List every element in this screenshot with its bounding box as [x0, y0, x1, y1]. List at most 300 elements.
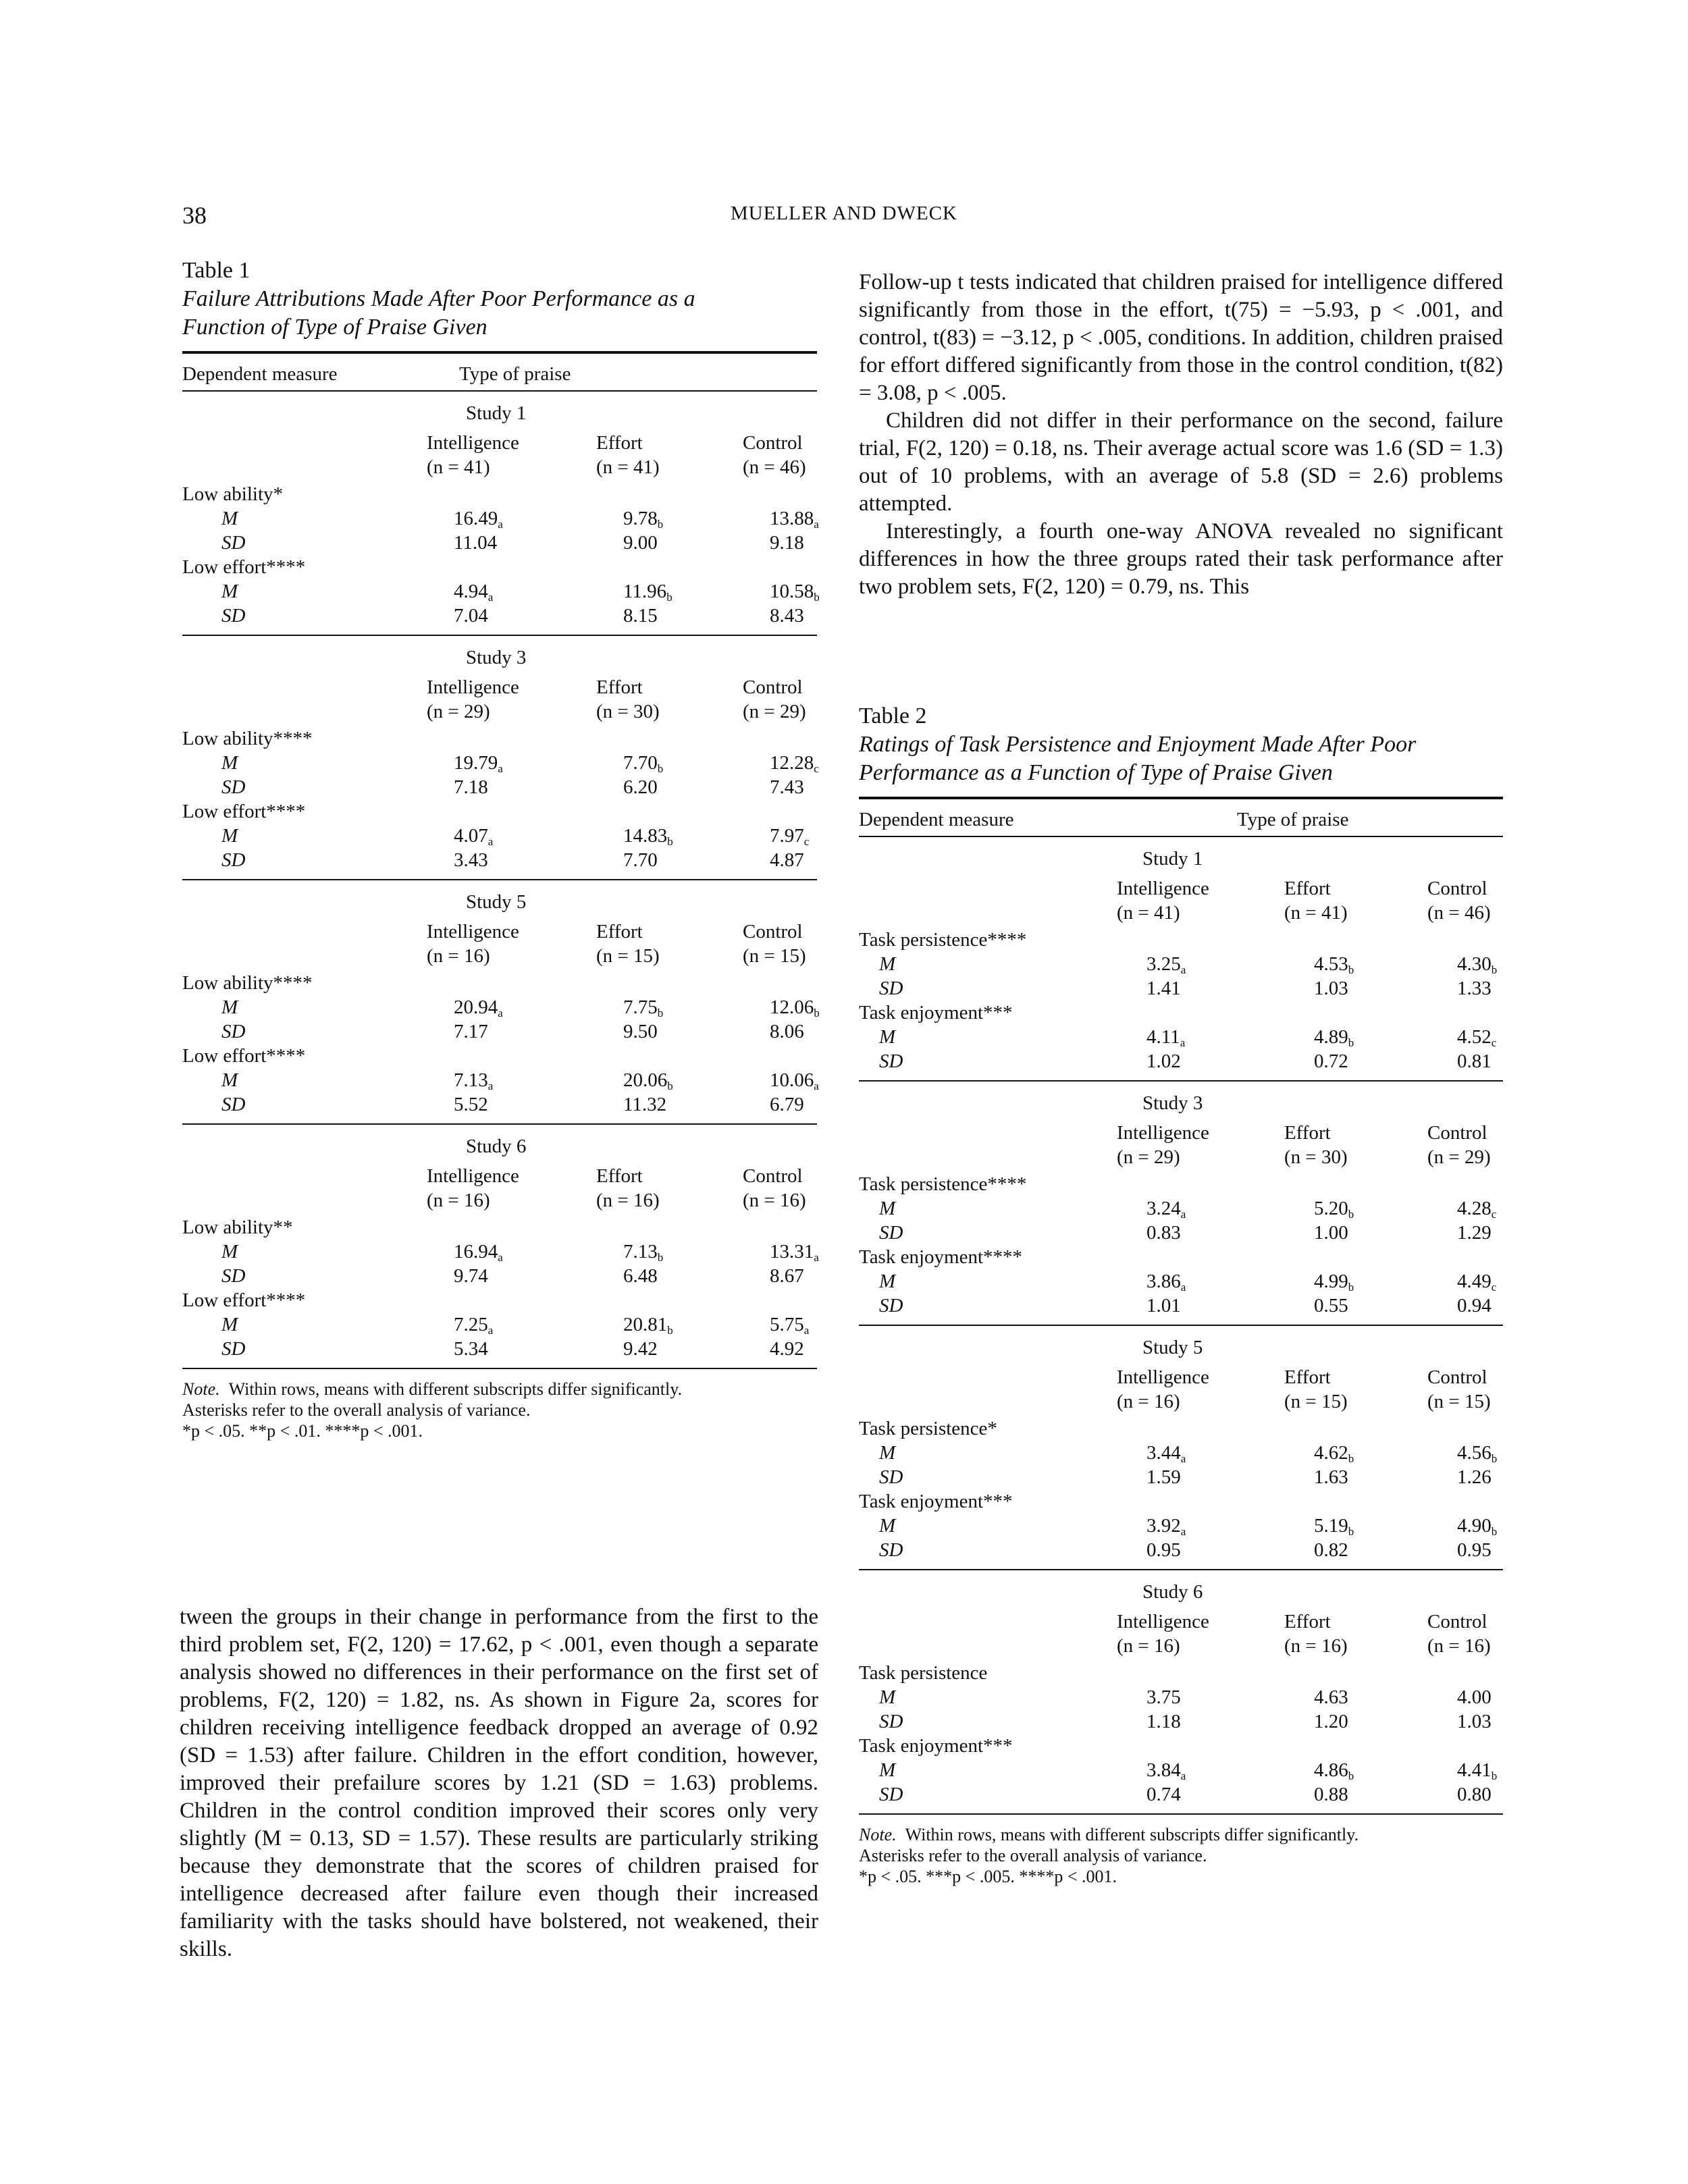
stat-label: M	[879, 953, 896, 975]
table-cell	[454, 1337, 488, 1361]
cell-value: 12.06	[770, 996, 814, 1018]
cell-value: 8.43	[770, 605, 804, 627]
group-header	[1117, 1609, 1209, 1658]
group-header	[743, 675, 806, 724]
cell-subscript: b	[1348, 1281, 1354, 1294]
cell-value: 3.24	[1146, 1198, 1181, 1219]
cell-subscript: c	[1491, 1208, 1497, 1221]
table-row	[182, 1068, 817, 1092]
table-cell	[1457, 1049, 1492, 1073]
study-title: Study 3	[466, 647, 527, 668]
cell-subscript: b	[1348, 1208, 1354, 1221]
table-cell	[454, 1264, 488, 1288]
cell-value: 3.44	[1146, 1442, 1181, 1464]
note-label: Note.	[182, 1379, 220, 1399]
table-cell	[1146, 1221, 1181, 1245]
cell-value: 20.06	[623, 1069, 668, 1091]
stat-label: M	[221, 581, 238, 602]
table-cell	[623, 848, 658, 872]
group-header	[427, 920, 519, 968]
group-header-row	[859, 1609, 1503, 1661]
measure-row	[182, 726, 817, 751]
cell-value: 3.86	[1146, 1271, 1181, 1292]
note-text: Within rows, means with different subscripts differ significantly.	[905, 1825, 1359, 1844]
note-significance: *p < .05. ***p < .005. ****p < .001.	[859, 1867, 1117, 1886]
group-n: (n = 15)	[1284, 1391, 1348, 1412]
cell-subscript: b	[657, 1251, 664, 1264]
study-spacer	[859, 1562, 1503, 1569]
measure-row	[859, 1661, 1503, 1685]
group-name: Control	[743, 921, 803, 942]
table-cell	[1146, 1025, 1185, 1049]
stat-label: SD	[879, 978, 903, 999]
table-row	[182, 775, 817, 799]
table-cell	[770, 1068, 819, 1092]
group-name: Control	[743, 432, 803, 454]
cell-value: 16.94	[454, 1241, 498, 1262]
table-cell	[1457, 952, 1497, 976]
cell-value: 7.17	[454, 1021, 488, 1042]
cell-value: 9.74	[454, 1265, 488, 1287]
cell-value: 8.15	[623, 605, 658, 627]
table-row	[859, 1196, 1503, 1221]
cell-value: 16.49	[454, 508, 498, 529]
study-title: Study 1	[466, 402, 527, 424]
group-header	[1427, 1121, 1491, 1169]
table-2	[859, 702, 1503, 1887]
cell-value: 4.11	[1146, 1026, 1180, 1048]
measure-label: Task enjoyment***	[859, 1002, 1013, 1023]
cell-value: 1.29	[1457, 1222, 1492, 1244]
table-header-row	[859, 799, 1503, 837]
cell-value: 3.75	[1146, 1686, 1181, 1708]
cell-value: 5.34	[454, 1338, 488, 1360]
table-cell	[454, 531, 497, 555]
study-block	[182, 1123, 817, 1368]
table-cell	[454, 579, 493, 604]
table-cell	[1146, 1758, 1186, 1782]
table-cell	[454, 751, 503, 775]
stat-label: M	[221, 508, 238, 529]
cell-value: 1.18	[1146, 1711, 1181, 1732]
group-name: Effort	[596, 1165, 643, 1187]
group-header	[427, 1164, 519, 1213]
study-block	[859, 1325, 1503, 1569]
cell-subscript: a	[1180, 1452, 1186, 1465]
table-row	[182, 848, 817, 872]
cell-subscript: b	[1348, 1525, 1354, 1538]
group-name: Intelligence	[1117, 1366, 1209, 1388]
group-name: Effort	[596, 432, 643, 454]
column-header-type-of-praise: Type of praise	[1237, 809, 1349, 830]
study-spacer	[859, 1318, 1503, 1325]
table-cell	[770, 1337, 804, 1361]
table-cell	[623, 1019, 658, 1044]
group-name: Intelligence	[427, 921, 519, 942]
study-spacer	[859, 1807, 1503, 1813]
study-block	[859, 1569, 1503, 1813]
cell-subscript: c	[1491, 1281, 1497, 1294]
group-name: Intelligence	[1117, 1611, 1209, 1632]
stat-label: SD	[879, 1466, 903, 1488]
group-header	[427, 431, 519, 479]
table-studies	[182, 392, 820, 1368]
cell-value: 4.49	[1457, 1271, 1492, 1292]
measure-row	[182, 1215, 817, 1240]
cell-subscript: b	[1348, 963, 1354, 976]
group-header	[596, 920, 660, 968]
note-significance: *p < .05. **p < .01. ****p < .001.	[182, 1421, 423, 1441]
group-n: (n = 46)	[1427, 902, 1491, 924]
cell-value: 3.92	[1146, 1515, 1181, 1537]
cell-value: 5.75	[770, 1314, 804, 1335]
measure-row	[859, 1489, 1503, 1514]
stat-label: SD	[879, 1784, 903, 1805]
table-cell	[1314, 1049, 1348, 1073]
cell-value: 4.92	[770, 1338, 804, 1360]
paragraph: Interestingly, a fourth one-way ANOVA revealed no significant differences in how the three groups rated their task performance after two problem sets, F(2, 120) = 0.79, ns. This	[859, 519, 1503, 599]
cell-value: 20.94	[454, 996, 498, 1018]
cell-value: 8.06	[770, 1021, 804, 1042]
group-header	[1427, 1609, 1491, 1658]
cell-value: 0.94	[1457, 1295, 1492, 1316]
stat-label: M	[879, 1271, 896, 1292]
group-name: Control	[743, 1165, 803, 1187]
measure-label: Low effort****	[182, 801, 306, 822]
cell-value: 0.95	[1457, 1539, 1492, 1561]
group-name: Control	[743, 676, 803, 698]
cell-value: 1.20	[1314, 1711, 1348, 1732]
measure-row	[182, 482, 817, 506]
group-name: Intelligence	[1117, 1122, 1209, 1144]
stat-label: SD	[221, 1094, 246, 1115]
measure-row	[182, 555, 817, 579]
table-row	[859, 1441, 1503, 1465]
group-name: Effort	[1284, 1366, 1331, 1388]
cell-value: 1.02	[1146, 1050, 1181, 1072]
table-cell	[1146, 1782, 1181, 1807]
group-header	[427, 675, 519, 724]
cell-value: 6.20	[623, 776, 658, 798]
stat-label: SD	[879, 1222, 903, 1244]
table-row	[859, 1758, 1503, 1782]
cell-value: 4.28	[1457, 1198, 1492, 1219]
study-block	[182, 392, 820, 635]
measure-row	[859, 1245, 1503, 1269]
cell-value: 7.18	[454, 776, 488, 798]
table-cell	[1146, 1441, 1186, 1465]
group-name: Control	[1427, 1122, 1487, 1144]
table-row	[182, 531, 817, 555]
cell-value: 7.04	[454, 605, 488, 627]
cell-subscript: a	[1180, 1036, 1186, 1049]
body-text-right-top	[859, 269, 1503, 601]
measure-label: Task enjoyment***	[859, 1491, 1013, 1512]
table-cell	[1314, 1685, 1348, 1709]
cell-value: 7.43	[770, 776, 804, 798]
group-n: (n = 16)	[1427, 1635, 1491, 1657]
group-name: Effort	[596, 921, 643, 942]
cell-subscript: b	[1491, 1769, 1498, 1782]
table-cell	[1457, 1514, 1497, 1538]
table-cell	[1146, 1294, 1181, 1318]
table-title-line: Failure Attributions Made After Poor Performance as a	[182, 286, 695, 311]
cell-value: 3.84	[1146, 1759, 1181, 1781]
cell-value: 0.72	[1314, 1050, 1348, 1072]
measure-label: Low effort****	[182, 1045, 306, 1067]
table-title-line: Function of Type of Praise Given	[182, 315, 487, 340]
cell-value: 4.87	[770, 849, 804, 871]
table-cell	[623, 824, 673, 848]
cell-subscript: b	[657, 762, 664, 775]
group-n: (n = 46)	[743, 456, 806, 478]
measure-label: Low ability**	[182, 1217, 293, 1238]
running-head-authors: MUELLER AND DWECK	[731, 203, 957, 224]
table-cell	[1457, 1196, 1496, 1221]
group-header	[1284, 876, 1348, 925]
group-n: (n = 41)	[1284, 902, 1348, 924]
table-row	[182, 1240, 817, 1264]
stat-label: SD	[879, 1539, 903, 1561]
group-header	[1427, 1365, 1491, 1414]
table-row	[859, 1221, 1503, 1245]
table-cell	[454, 1068, 493, 1092]
cell-value: 9.50	[623, 1021, 658, 1042]
table-cell	[1146, 1196, 1186, 1221]
cell-subscript: a	[498, 1007, 503, 1019]
table-cell	[1457, 1465, 1492, 1489]
cell-subscript: a	[498, 518, 503, 531]
group-header-row	[182, 431, 817, 482]
measure-row	[859, 928, 1503, 952]
table-cell	[623, 775, 658, 799]
table-cell	[1314, 1025, 1354, 1049]
table-row	[859, 1709, 1503, 1734]
group-name: Effort	[1284, 1122, 1331, 1144]
table-cell	[770, 751, 819, 775]
cell-value: 1.63	[1314, 1466, 1348, 1488]
table-cell	[623, 1068, 673, 1092]
cell-subscript: b	[814, 591, 820, 604]
table-bottom-rule	[182, 1368, 817, 1369]
table-cell	[454, 1092, 488, 1117]
cell-value: 9.78	[623, 508, 658, 529]
table-cell	[1457, 1709, 1492, 1734]
study-block	[182, 635, 817, 879]
cell-subscript: b	[666, 591, 672, 604]
group-name: Effort	[1284, 878, 1331, 899]
cell-value: 5.20	[1314, 1198, 1348, 1219]
cell-subscript: a	[814, 518, 819, 531]
cell-value: 19.79	[454, 752, 498, 774]
table-row	[859, 1538, 1503, 1562]
group-header	[1284, 1121, 1348, 1169]
table-row	[859, 952, 1503, 976]
table-cell	[770, 604, 804, 628]
note-text: Asterisks refer to the overall analysis of variance.	[182, 1400, 531, 1420]
cell-value: 11.32	[623, 1094, 667, 1115]
cell-subscript: b	[814, 1007, 820, 1019]
group-n: (n = 29)	[427, 701, 490, 722]
table-1	[182, 257, 820, 1441]
table-cell	[1314, 1514, 1354, 1538]
measure-label: Low effort****	[182, 556, 306, 578]
cell-value: 1.41	[1146, 978, 1181, 999]
cell-value: 11.96	[623, 581, 667, 602]
table-cell	[623, 1092, 666, 1117]
table-row	[859, 1782, 1503, 1807]
study-spacer	[859, 1073, 1503, 1080]
stat-label: SD	[221, 776, 246, 798]
group-name: Effort	[596, 676, 643, 698]
measure-row	[182, 799, 817, 824]
table-row	[182, 506, 817, 531]
cell-value: 0.88	[1314, 1784, 1348, 1805]
group-name: Intelligence	[427, 432, 519, 454]
cell-subscript: b	[1491, 1525, 1498, 1538]
study-spacer	[182, 1117, 817, 1123]
cell-subscript: b	[1348, 1452, 1354, 1465]
measure-label: Task enjoyment***	[859, 1735, 1013, 1757]
cell-value: 4.07	[454, 825, 488, 847]
group-n: (n = 29)	[1117, 1146, 1180, 1168]
cell-subscript: b	[1491, 963, 1498, 976]
table-cell	[770, 995, 820, 1019]
cell-value: 10.58	[770, 581, 814, 602]
table-row	[182, 604, 817, 628]
study-spacer	[182, 1361, 817, 1368]
cell-value: 7.70	[623, 849, 658, 871]
stat-label: M	[879, 1198, 896, 1219]
measure-row	[182, 971, 817, 995]
table-row	[182, 1337, 817, 1361]
cell-value: 0.83	[1146, 1222, 1181, 1244]
stat-label: M	[221, 1069, 238, 1091]
stat-label: SD	[221, 1338, 246, 1360]
table-cell	[1146, 1049, 1181, 1073]
group-header	[1284, 1609, 1348, 1658]
table-cell	[1314, 1758, 1354, 1782]
measure-label: Task persistence****	[859, 1173, 1027, 1195]
group-n: (n = 16)	[596, 1190, 660, 1211]
group-n: (n = 15)	[1427, 1391, 1491, 1412]
table-cell	[1314, 1221, 1348, 1245]
cell-value: 9.42	[623, 1338, 658, 1360]
table-cell	[770, 506, 819, 531]
table-cell	[1146, 976, 1181, 1001]
table-row	[182, 1264, 817, 1288]
table-row	[182, 824, 817, 848]
cell-subscript: b	[667, 835, 673, 848]
table-cell	[623, 1312, 673, 1337]
cell-value: 0.74	[1146, 1784, 1181, 1805]
table-cell	[1146, 1709, 1181, 1734]
table-cell	[454, 775, 488, 799]
cell-value: 4.90	[1457, 1515, 1492, 1537]
table-row	[859, 1685, 1503, 1709]
group-n: (n = 16)	[1284, 1635, 1348, 1657]
table-cell	[454, 506, 503, 531]
table-cell	[1314, 952, 1354, 976]
table-cell	[623, 751, 663, 775]
table-row	[859, 1025, 1503, 1049]
table-cell	[1314, 1709, 1348, 1734]
table-cell	[1146, 1465, 1181, 1489]
cell-value: 13.88	[770, 508, 814, 529]
table-cell	[454, 604, 488, 628]
cell-value: 7.25	[454, 1314, 488, 1335]
stat-label: M	[879, 1686, 896, 1708]
cell-value: 7.75	[623, 996, 658, 1018]
cell-subscript: a	[814, 1080, 819, 1092]
study-spacer	[182, 872, 817, 879]
cell-value: 4.52	[1457, 1026, 1492, 1048]
table-cell	[623, 995, 663, 1019]
cell-value: 5.19	[1314, 1515, 1348, 1537]
study-block	[859, 837, 1503, 1080]
table-cell	[1457, 1025, 1496, 1049]
table-cell	[1146, 1685, 1181, 1709]
cell-subscript: a	[1180, 1281, 1186, 1294]
group-header	[596, 1164, 660, 1213]
cell-value: 7.13	[623, 1241, 658, 1262]
measure-label: Low effort****	[182, 1289, 306, 1311]
cell-value: 9.18	[770, 532, 804, 554]
table-cell	[770, 531, 804, 555]
cell-value: 0.82	[1314, 1539, 1348, 1561]
table-row	[859, 1294, 1503, 1318]
stat-label: SD	[879, 1050, 903, 1072]
cell-subscript: a	[1180, 1769, 1186, 1782]
table-row	[859, 1514, 1503, 1538]
group-n: (n = 29)	[1427, 1146, 1491, 1168]
cell-value: 0.55	[1314, 1295, 1348, 1316]
column-header-dependent-measure: Dependent measure	[859, 809, 1014, 830]
group-n: (n = 41)	[427, 456, 490, 478]
group-n: (n = 16)	[1117, 1391, 1180, 1412]
table-cell	[770, 1264, 804, 1288]
table-cell	[1146, 1269, 1186, 1294]
table-cell	[1457, 1782, 1492, 1807]
cell-value: 13.31	[770, 1241, 814, 1262]
table-row	[859, 1465, 1503, 1489]
table-cell	[1457, 1441, 1497, 1465]
table-cell	[454, 824, 493, 848]
group-header-row	[859, 1121, 1503, 1172]
table-cell	[623, 531, 658, 555]
cell-subscript: c	[814, 762, 819, 775]
table-row	[182, 1019, 817, 1044]
measure-label: Low ability****	[182, 972, 313, 994]
study-title: Study 5	[466, 891, 527, 913]
cell-subscript: c	[1491, 1036, 1497, 1049]
table-cell	[1314, 1196, 1354, 1221]
group-header	[596, 675, 660, 724]
cell-subscript: a	[498, 1251, 503, 1264]
table-cell	[454, 1240, 503, 1264]
measure-label: Low ability****	[182, 728, 313, 749]
cell-value: 1.59	[1146, 1466, 1181, 1488]
table-studies	[859, 837, 1503, 1813]
cell-subscript: c	[803, 835, 810, 848]
table-header-row	[182, 354, 817, 392]
cell-subscript: a	[1180, 963, 1186, 976]
table-cell	[623, 506, 663, 531]
table-cell	[770, 848, 804, 872]
cell-value: 11.04	[454, 532, 498, 554]
cell-value: 0.80	[1457, 1784, 1492, 1805]
stat-label: SD	[879, 1295, 903, 1316]
